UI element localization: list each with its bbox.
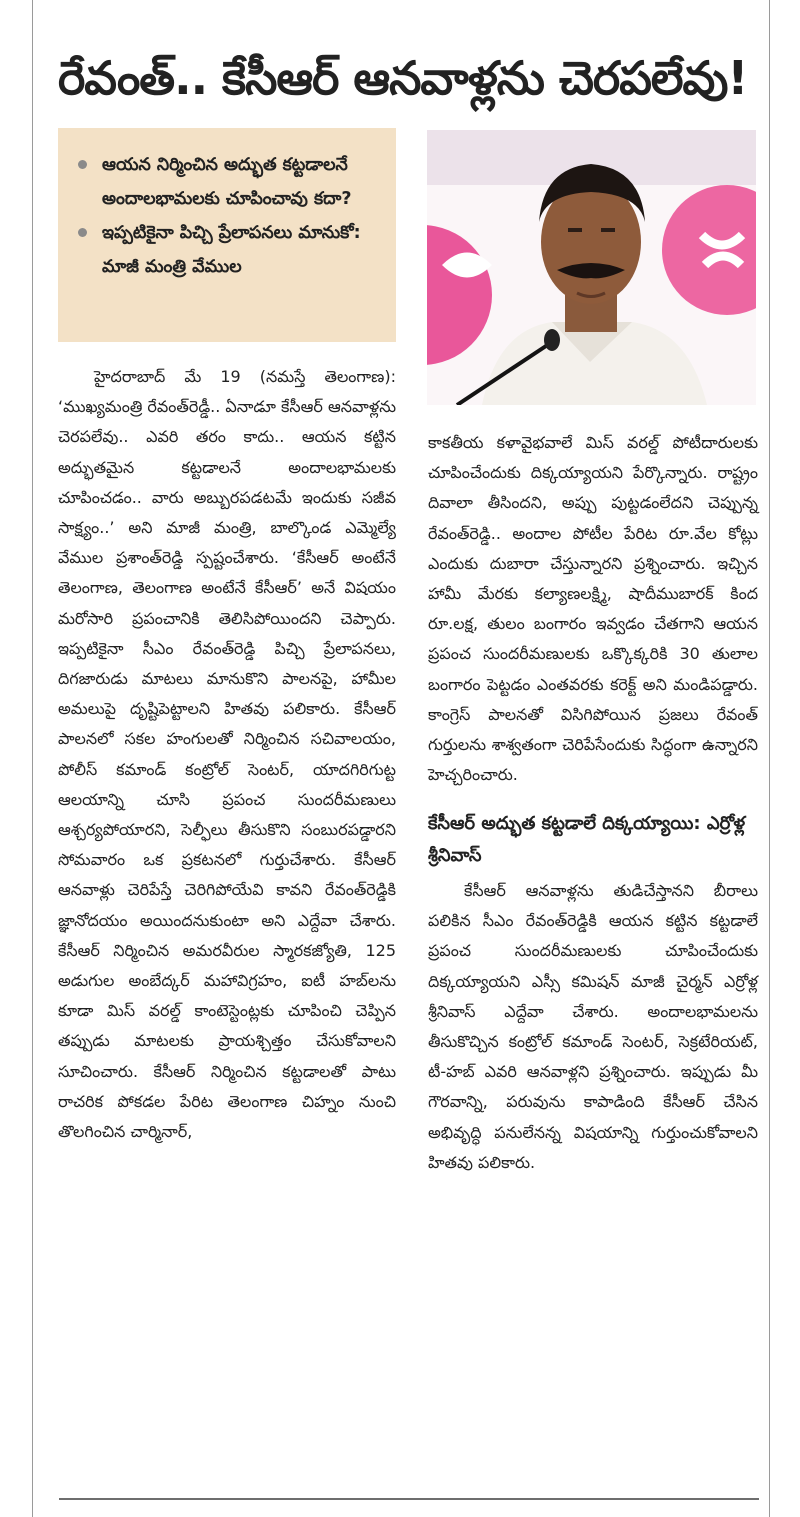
highlight-item (76, 148, 386, 216)
body-paragraph: కేసీఆర్‌ ఆనవాళ్లను తుడిచేస్తానని బీరాలు పలికిన సీఎం రేవంత్‌రెడ్డికి ఆయన కట్టిన కట్టడాలే ప్రపంచ సుందరీమణులకు చూపించేందుకు దిక్కయ్యాయని ఎస్సీ కమిషన్‌ మాజీ చైర్మన్‌ ఎర్రోళ్ల శ్రీనివాస్‌ ఎద్దేవా చేశారు. అందాలభామలను తీసుకొచ్చిన కంట్రోల్‌ కమాండ్‌ సెంటర్‌, సెక్రటేరియట్‌, టీ-హబ్‌ ఎవరి ఆనవాళ్లని ప్రశ్నించారు. ఇప్పుడు మీ గౌరవాన్ని, పరువును కాపాడింది కేసీఆర్‌ చేసిన అభివృద్ధి పనులేనన్న విషయాన్ని గుర్తుంచుకోవాలని హితవు పలికారు. (428, 881, 758, 1172)
highlight-text: ఇప్పటికైనా పిచ్చి ప్రేలాపనలు మానుకో: మాజీ మంత్రి వేముల (102, 223, 361, 277)
body-paragraph: కాకతీయ కళావైభవాలే మిస్‌ వరల్డ్‌ పోటీదారులకు చూపించేందుకు దిక్కయ్యాయని పేర్కొన్నారు. రాష్ట్రం దివాలా తీసిందని, అప్పు పుట్టడంలేదని చెప్పున్న రేవంత్‌రెడ్డి.. అందాల పోటీల పేరిట రూ.వేల కోట్లు ఎందుకు దుబారా చేస్తున్నారని ప్రశ్నించారు. ఇచ్చిన హామీ మేరకు కల్యాణలక్ష్మి, షాదీముబారక్‌ కింద రూ.లక్ష, తులం బంగారం ఇవ్వడం చేతగాని ఆయన ప్రపంచ సుందరీమణులకు ఒక్కొక్కరికి 30 తులాల బంగారం పెట్టడం ఎంతవరకు కరెక్ట్‌ అని మండిపడ్డారు. కాంగ్రెస్‌ పాలనతో విసిగిపోయిన ప్రజలు రేవంత్‌ గుర్తులను శాశ్వతంగా చెరిపేసేందుకు సిద్ధంగా ఉన్నారని హెచ్చరించారు. (428, 433, 758, 785)
bullet-icon (78, 228, 87, 237)
headline: రేవంత్‌.. కేసీఆర్‌ ఆనవాళ్లను చెరపలేవు! (58, 51, 748, 105)
bullet-icon (78, 160, 87, 169)
politician-photo-image (427, 130, 756, 405)
news-photo (427, 130, 756, 405)
highlights-box (58, 128, 396, 342)
body-column-right-bottom (428, 876, 758, 1178)
highlight-text: ఆయన నిర్మించిన అద్భుత కట్టడాలనే అందాలభామలకు చూపించావు కదా? (102, 155, 352, 209)
body-paragraph: హైదరాబాద్‌ మే 19 (నమస్తే తెలంగాణ): ‘ముఖ్యమంత్రి రేవంత్‌రెడ్డీ.. ఏనాడూ కేసీఆర్‌ ఆనవాళ్లను చెరపలేవు.. ఎవరి తరం కాదు.. ఆయన కట్టిన అద్భుతమైన కట్టడాలనే అందాలభామలకు చూపించడం.. వారు అబ్బురపడటమే ఇందుకు సజీవ సాక్ష్యం..’ అని మాజీ మంత్రి, బాల్కొండ ఎమ్మెల్యే వేముల ప్రశాంత్‌రెడ్డి స్పష్టంచేశారు. ‘కేసీఆర్‌ అంటేనే తెలంగాణ, తెలంగాణ అంటేనే కేసీఆర్‌’ అనే విషయం మరోసారి ప్రపంచానికి తెలిసిపోయిందని చెప్పారు. ఇప్పటికైనా సీఎం రేవంత్‌రెడ్డి పిచ్చి ప్రేలాపనలు, దిగజారుడు మాటలు మానుకొని పాలనపై, హామీల అమలుపై దృష్టిపెట్టాలని హితవు పలికారు. కేసీఆర్‌ పాలనలో సకల హంగులతో నిర్మించిన సచివాలయం, పోలీస్‌ కమాండ్‌ కంట్రోల్‌ సెంటర్‌, యాదగిరిగుట్ట ఆలయాన్ని చూసి ప్రపంచ సుందరీమణులు ఆశ్చర్యపోయారని, సెల్ఫీలు తీసుకొని సంబురపడ్డారని సోమవారం ఒక ప్రకటనలో గుర్తుచేశారు. కేసీఆర్‌ ఆనవాళ్లు చెరిపేస్తే చెరిగిపోయేవి కావని రేవంత్‌రెడ్డికి జ్ఞానోదయం అయిందనుకుంటా అని ఎద్దేవా చేశారు. కేసీఆర్‌ నిర్మించిన అమరవీరుల స్మారకజ్యోతి, 125 అడుగుల అంబేద్కర్‌ మహావిగ్రహం, ఐటీ హబ్‌లను కూడా మిస్‌ వరల్డ్‌ కాంటెస్టెంట్లకు చూపించి చెప్పిన తప్పుడు మాటలకు ప్రాయశ్చిత్తం చేసుకోవాలని సూచించారు. కేసీఆర్‌ నిర్మించిన కట్టడాలతో పాటు రాచరిక పోకడల పేరిట తెలంగాణ చిహ్నం నుంచి తొలగించిన చార్మినార్‌, (58, 367, 397, 1142)
subheading: కేసీఆర్‌ అద్భుత కట్టడాలే దిక్కయ్యాయి: ఎర్రోళ్ల శ్రీనివాస్‌ (428, 813, 746, 866)
body-column-left (58, 362, 396, 1147)
highlight-item (76, 216, 386, 284)
bottom-divider (59, 1498, 759, 1500)
body-column-right-top (428, 428, 758, 790)
